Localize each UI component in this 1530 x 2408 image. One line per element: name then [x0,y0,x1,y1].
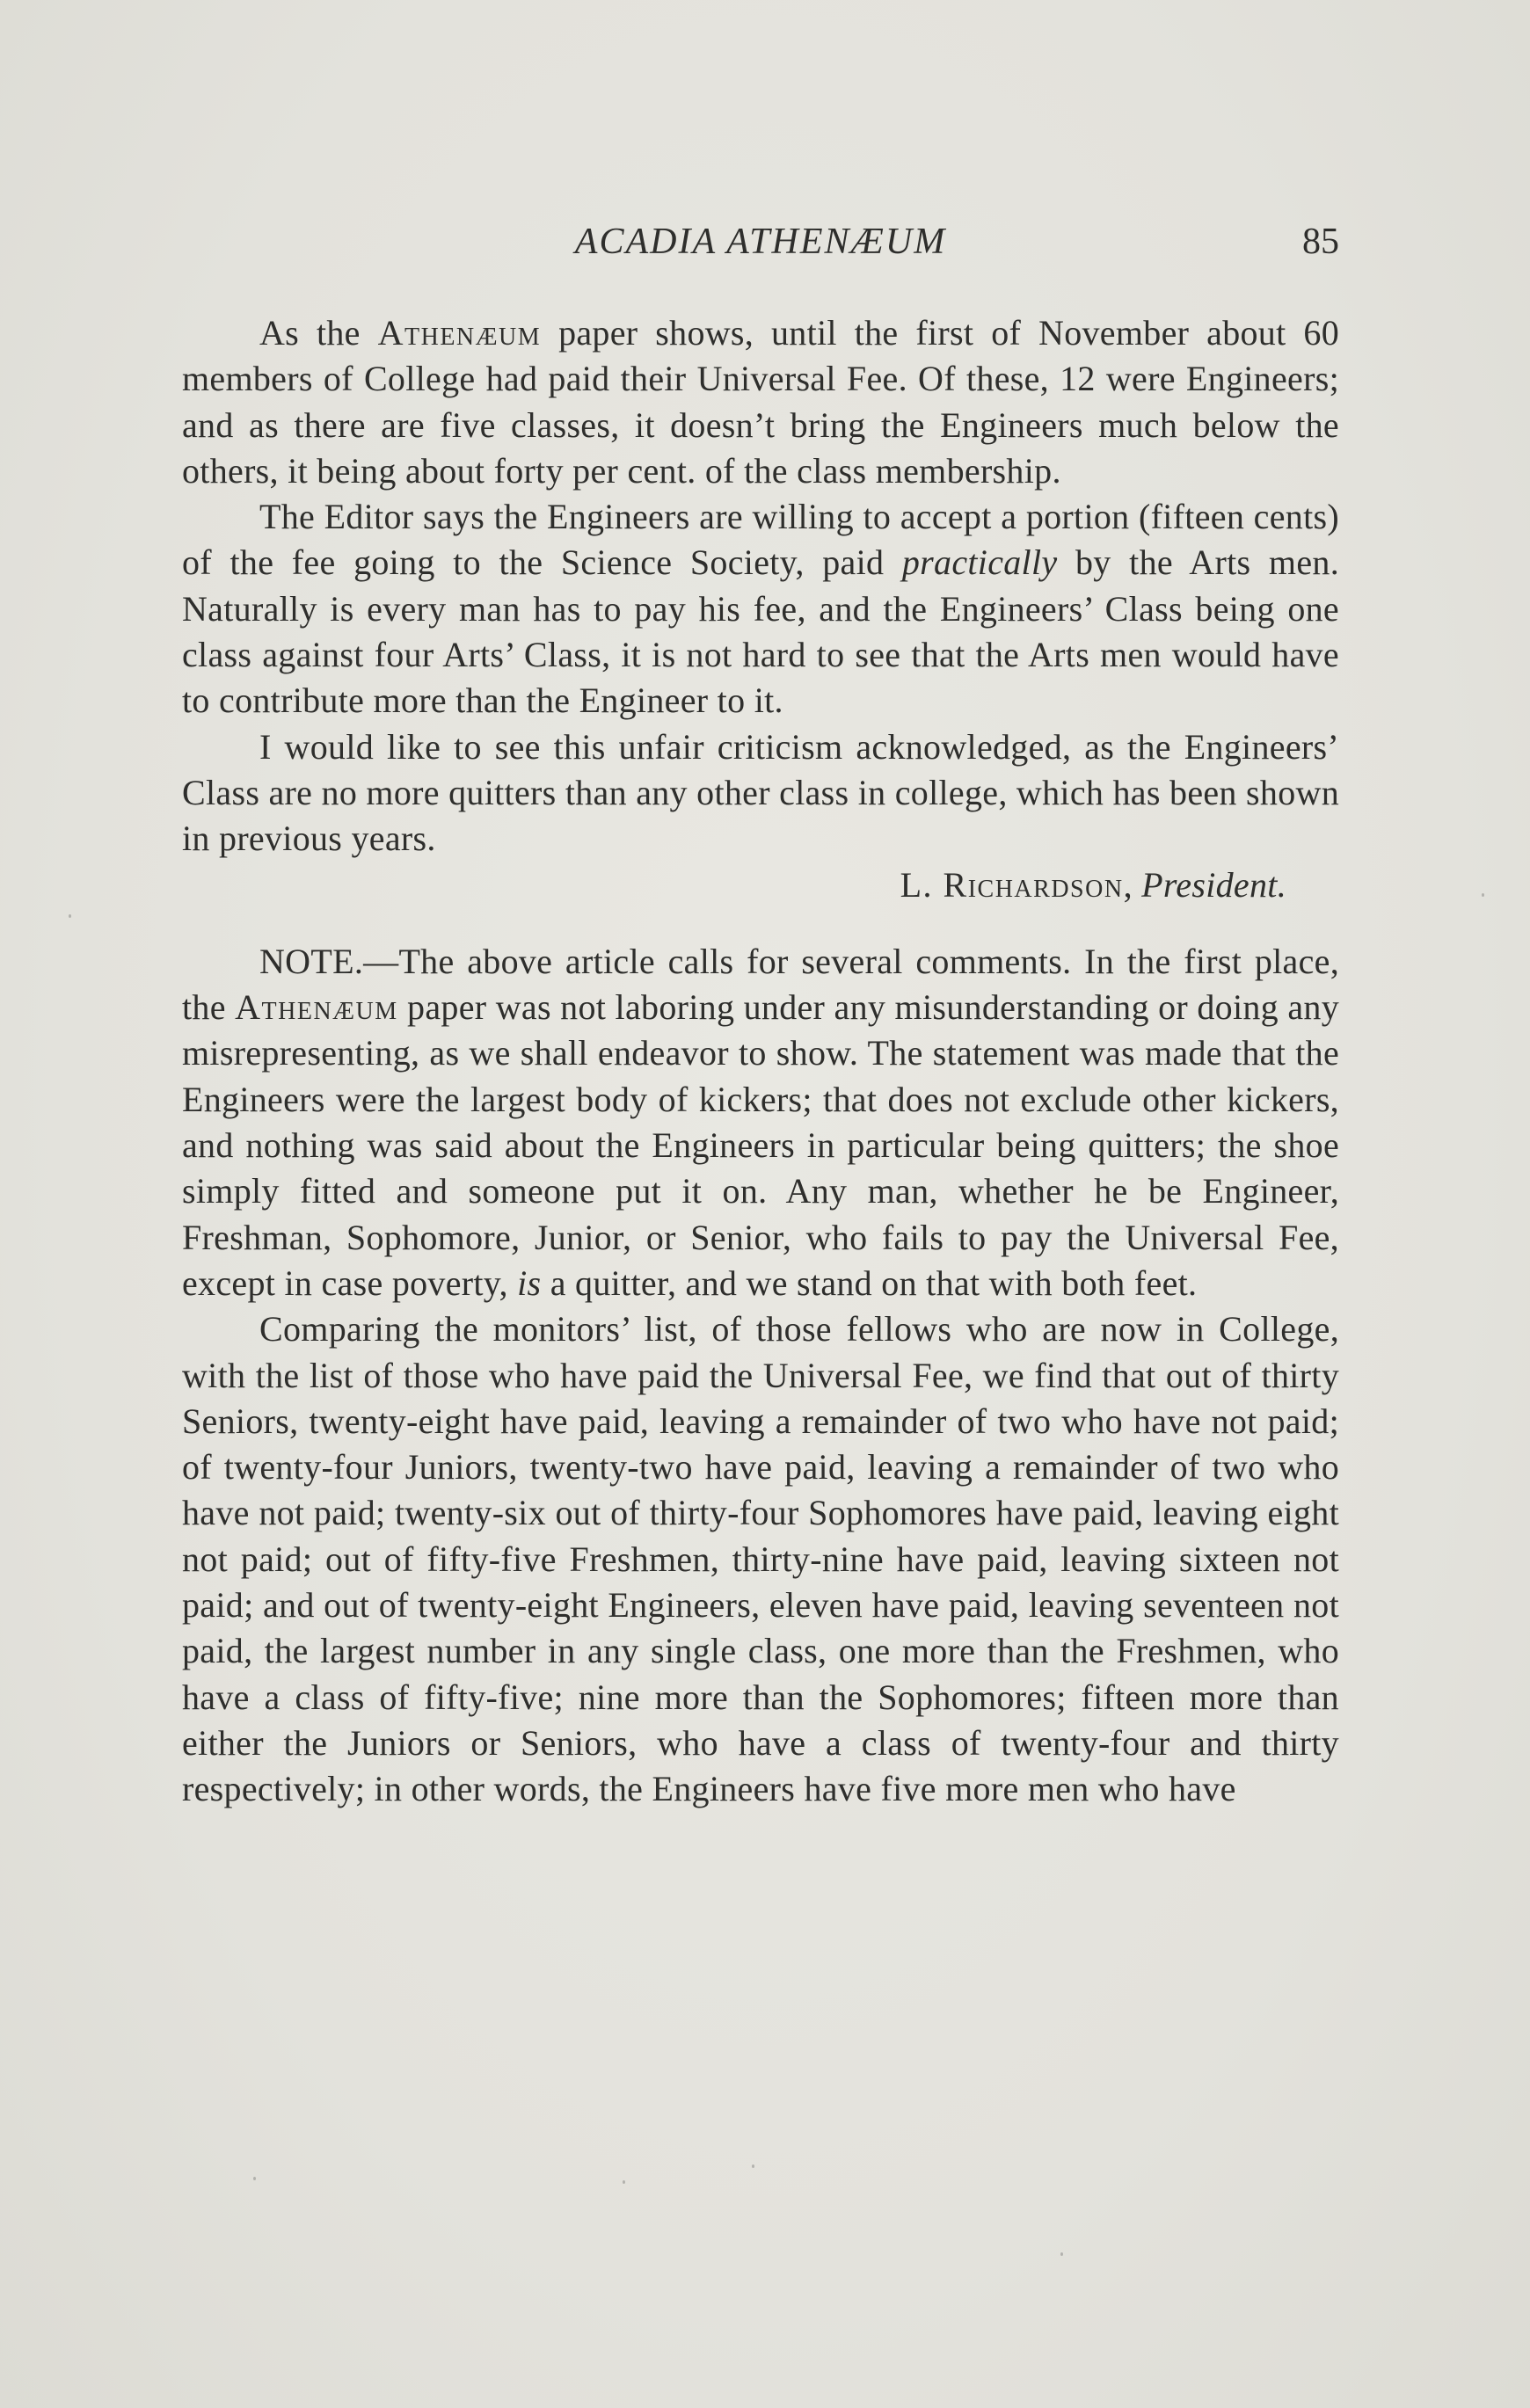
athenaeum-name: Athenæum [235,987,398,1028]
page-header [182,215,1339,268]
italic-word: practically [901,542,1058,583]
paper-speck [1482,893,1484,897]
athenaeum-name: Athenæum [377,313,542,353]
paper-speck [752,2164,754,2168]
letter-paragraph-1 [182,310,1339,494]
paper-speck [253,2177,256,2180]
signature-title: President. [1141,864,1286,905]
paper-speck [623,2180,625,2184]
letter-p2-text-a: The Editor says the Engineers are willing to accept a portion (fifteen cents) of the fee going to the Science Society, paid [182,497,1339,583]
running-title: ACADIA ATHENÆUM [574,222,947,262]
note-p1-text-c: paper was not laboring under any misunderstanding or doing any misrepresenting, as we shall endeavor to show. The statement was made that the Engineers were the largest body of kickers; that does not exclude other kickers, and nothing was said about the Engineers in particular being quitters; the shoe simply fitted and someone put it on. Any man, whether he be Engineer, Freshman, Sophomore, Junior, or Senior, who fails to pay the Universal Fee, except in case poverty, [182,987,1339,1303]
letter-paragraph-3: I would like to see this unfair criticism acknowledged, as the Engineers’ Class are no more quitters than any other class in college, which has been shown in previous years. [182,726,1339,859]
article-body [182,310,1339,1813]
section-spacer [182,908,1339,939]
note-p1-text-a: NOTE.—The above article calls for several comments. In the first place, the [182,941,1339,1028]
signature-name: L. Richardson [900,864,1124,905]
signature-separator: , [1123,864,1142,905]
letter-p1-text-a: As the [259,313,378,353]
letter-p1-text-c: paper shows, until the first of November about 60 members of College had paid their Universal Fee. Of these, 12 were Engineers; and as there are five classes, it doesn’t bring the Engineers much below the others, it being about forty per cent. of the class membership. [182,313,1339,491]
note-paragraph-2: Comparing the monitors’ list, of those fellows who are now in College, with the list of those who have paid the Universal Fee, we find that out of thirty Seniors, twenty-eight have paid, leaving a remainder of two who have not paid; of twenty-four Juniors, twenty-two have paid, leaving a remainder of two who have not paid; twenty-six out of thirty-four Sophomores have paid, leaving eight not paid; out of fifty-five Freshmen, thirty-nine have paid, leaving sixteen not paid; and out of twenty-eight Engineers, eleven have paid, leaving seventeen not paid, the largest number in any single class, one more than the Freshmen, who have a class of fifty-five; nine more than the Sophomores; fifteen more than either the Juniors or Seniors, who have a class of twenty-four and thirty respectively; in other words, the Engineers have five more men who have [182,1309,1339,1809]
paper-speck [1060,2252,1063,2256]
note-paragraph-1 [182,939,1339,1306]
note-p1-text-e: a quitter, and we stand on that with both feet. [541,1262,1198,1303]
page-number: 85 [1302,222,1339,262]
signature [182,862,1339,908]
italic-word: is [517,1262,542,1303]
paper-speck [69,914,71,918]
letter-paragraph-2 [182,494,1339,724]
letter-p2-text-c: by the Arts men. Naturally is every man has to pay his fee, and the Engineers’ Class being one class against four Arts’ Class, it is not hard to see that the Arts men would have to contribute more than the Engineer to it. [182,542,1339,721]
